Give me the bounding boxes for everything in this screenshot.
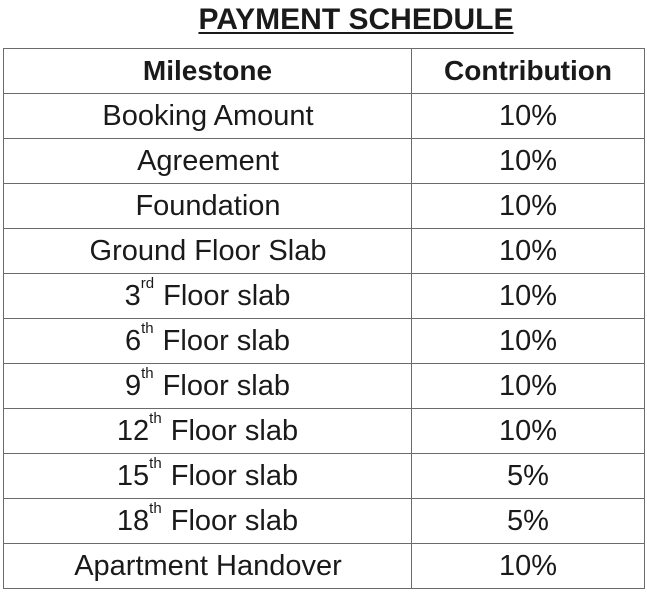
milestone-number: 6 (124, 325, 142, 357)
milestone-number: 9 (124, 370, 142, 402)
milestone-label: Floor slab (154, 370, 291, 402)
table-row (4, 229, 645, 274)
milestone-cell (4, 409, 412, 454)
contribution-cell: 10% (412, 319, 645, 364)
ordinal-suffix: th (149, 410, 162, 427)
milestone-cell (4, 139, 412, 184)
contribution-cell: 5% (412, 499, 645, 544)
milestone-cell (4, 319, 412, 364)
milestone-label: Foundation (135, 190, 281, 222)
milestone-label: Ground Floor Slab (89, 235, 327, 267)
milestone-cell (4, 499, 412, 544)
milestone-column-header: Milestone (4, 49, 412, 94)
milestone-label: Floor slab (155, 280, 291, 312)
ordinal-suffix: th (141, 365, 154, 382)
milestone-label: Floor slab (162, 460, 299, 492)
table-header-row (4, 49, 645, 94)
milestone-label: Agreement (137, 145, 279, 177)
table-row (4, 409, 645, 454)
table-row (4, 454, 645, 499)
page-title (0, 0, 647, 40)
milestone-number: 18 (116, 505, 150, 537)
milestone-cell (4, 364, 412, 409)
table-row (4, 544, 645, 589)
contribution-cell: 10% (412, 139, 645, 184)
table-row (4, 274, 645, 319)
milestone-number: 3 (124, 280, 141, 312)
milestone-cell (4, 274, 412, 319)
contribution-cell: 10% (412, 184, 645, 229)
milestone-label: Booking Amount (102, 100, 314, 132)
milestone-number: 12 (116, 415, 150, 447)
milestone-cell (4, 94, 412, 139)
milestone-number: 15 (116, 460, 150, 492)
table-row (4, 364, 645, 409)
contribution-cell: 10% (412, 544, 645, 589)
ordinal-suffix: th (141, 320, 154, 337)
contribution-column-header: Contribution (412, 49, 645, 94)
page-title-text: PAYMENT SCHEDULE (198, 3, 514, 36)
milestone-cell (4, 544, 412, 589)
milestone-label: Floor slab (162, 505, 299, 537)
ordinal-suffix: th (149, 455, 162, 472)
payment-schedule-table (3, 48, 645, 589)
ordinal-suffix: th (149, 500, 162, 517)
milestone-label: Apartment Handover (74, 550, 342, 582)
contribution-cell: 10% (412, 94, 645, 139)
contribution-cell: 5% (412, 454, 645, 499)
milestone-label: Floor slab (154, 325, 291, 357)
table-row (4, 139, 645, 184)
contribution-cell: 10% (412, 229, 645, 274)
milestone-cell (4, 184, 412, 229)
table-row (4, 94, 645, 139)
milestone-cell (4, 454, 412, 499)
table-row (4, 499, 645, 544)
table-row (4, 184, 645, 229)
ordinal-suffix: rd (140, 275, 155, 292)
contribution-cell: 10% (412, 409, 645, 454)
contribution-cell: 10% (412, 364, 645, 409)
milestone-label: Floor slab (162, 415, 299, 447)
contribution-cell: 10% (412, 274, 645, 319)
milestone-cell (4, 229, 412, 274)
table-row (4, 319, 645, 364)
